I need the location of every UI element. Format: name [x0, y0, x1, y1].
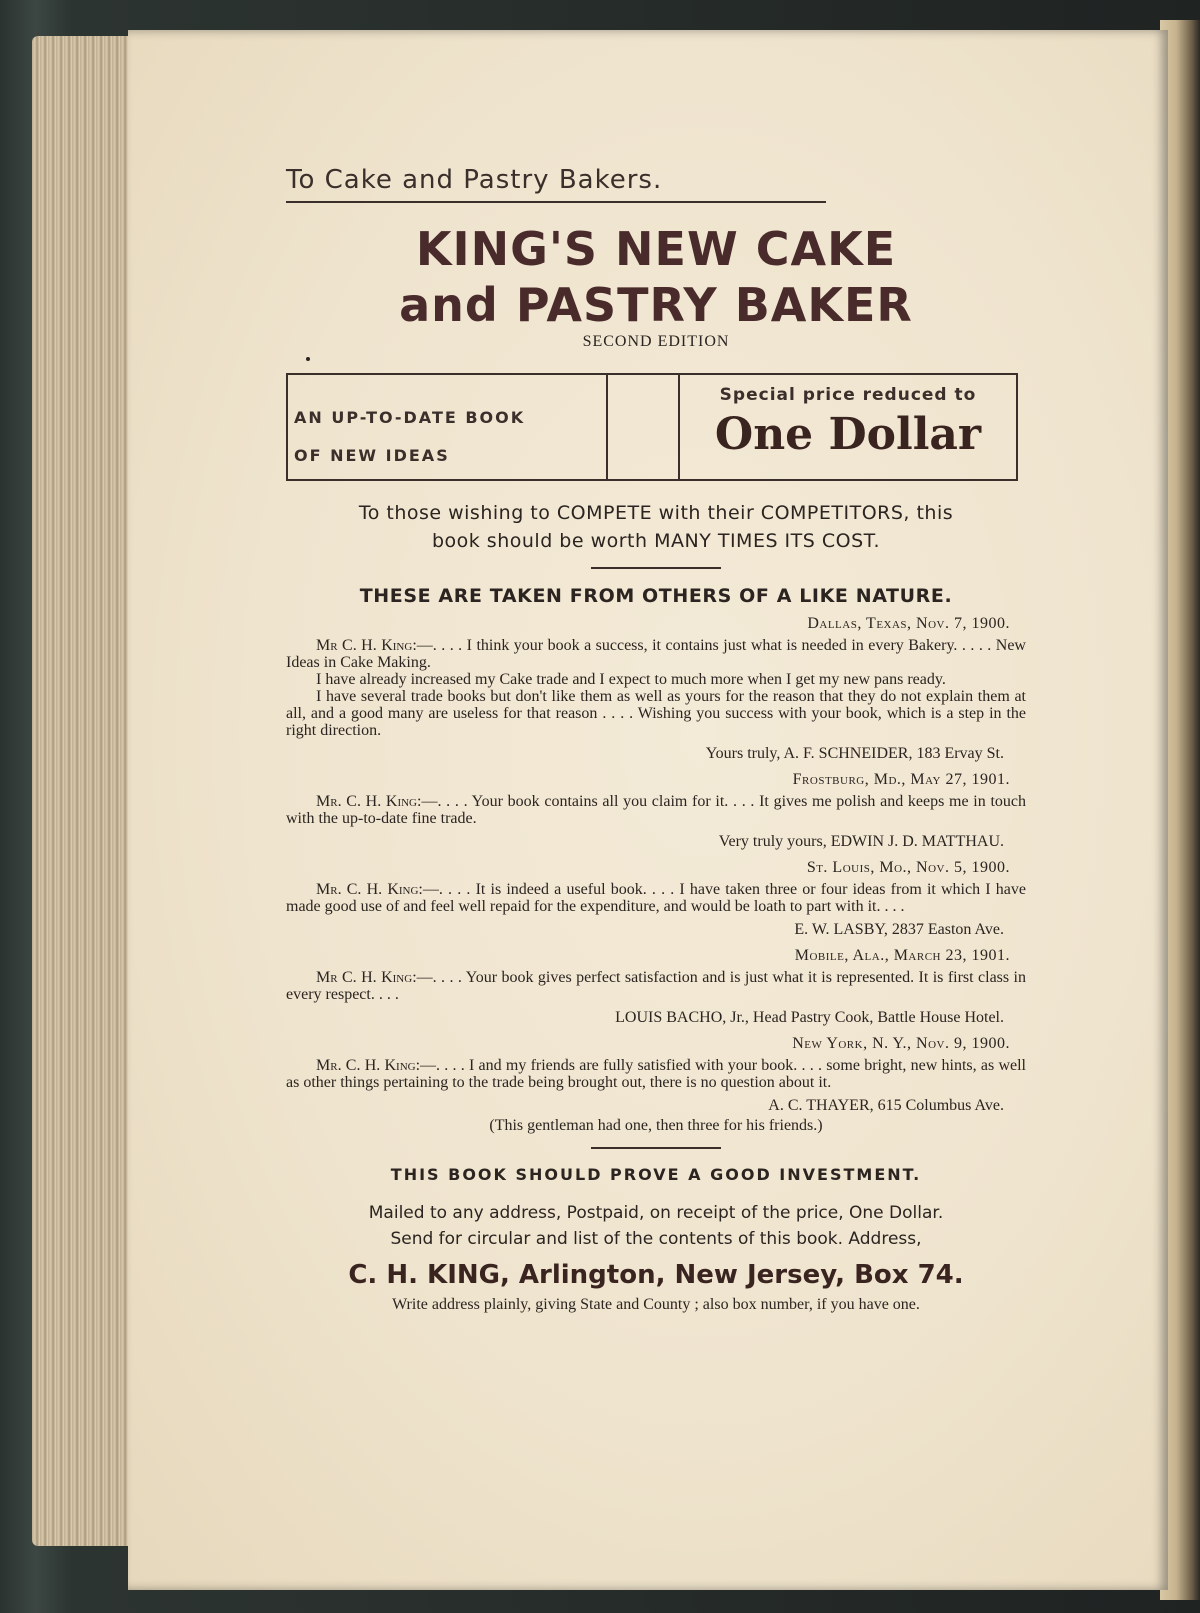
testimonial: [286, 1035, 1026, 1135]
salutation: Mr C. H. King: [316, 969, 413, 986]
testimonial-body: [286, 793, 1026, 827]
book-tagline: [288, 375, 608, 479]
testimonial-signature: LOUIS BACHO, Jr., Head Pastry Cook, Battle House Hotel.: [615, 1009, 1004, 1026]
salutation: Mr C. H. King: [316, 637, 413, 654]
title-line-1: KING'S NEW CAKE: [415, 222, 897, 276]
ordering-info: [286, 1200, 1026, 1252]
book-title: [286, 221, 1026, 333]
compete-statement: [286, 499, 1026, 555]
testimonial-signature: Very truly yours, EDWIN J. D. MATTHAU.: [718, 833, 1004, 850]
tagline-line-1: AN UP-TO-DATE BOOK: [294, 408, 526, 427]
testimonial-text: :—. . . . It is indeed a useful book. . . . I have taken three or four ideas from it which I have made good use of and feel well repaid for the expenditure, and would be loath to part with it. . . .: [286, 881, 1026, 915]
salutation: Mr. C. H. King: [316, 881, 419, 898]
title-line-2: and PASTRY BAKER: [399, 278, 913, 332]
testimonial: [286, 615, 1026, 763]
testimonial-text: :—. . . . I think your book a success, it contains just what is needed in every Bakery. . . . . New Ideas in Cake Making.: [286, 637, 1026, 671]
testimonial-text: I have already increased my Cake trade and I expect to much more when I get my new pans ready.: [316, 671, 946, 688]
testimonial-place-date: Frostburg, Md., May 27, 1901.: [792, 771, 1010, 788]
kicker-heading: To Cake and Pastry Bakers.: [286, 165, 826, 203]
testimonial: [286, 947, 1026, 1027]
testimonial-text: I have several trade books but don't like them as well as yours for the reason that they do not explain them at all, and a good many are useless for that reason . . . . Wishing you success with your book, which is a step in the right direction.: [286, 688, 1026, 739]
price-value: One Dollar: [714, 409, 982, 460]
testimonial-note: (This gentleman had one, then three for his friends.): [489, 1117, 823, 1134]
tagline-line-2: OF NEW IDEAS: [294, 446, 450, 465]
testimonial-body: [286, 969, 1026, 1003]
testimonial-signature: E. W. LASBY, 2837 Easton Ave.: [794, 921, 1004, 938]
testimonial-body: [286, 1057, 1026, 1091]
price-box: [286, 373, 1018, 481]
price-offer: [680, 375, 1016, 479]
ordering-line-1: Mailed to any address, Postpaid, on receipt of the price, One Dollar.: [368, 1203, 944, 1223]
advertisement: [286, 165, 1026, 1314]
testimonial-body: [286, 881, 1026, 915]
mailing-address: C. H. KING, Arlington, New Jersey, Box 74.: [348, 1260, 964, 1290]
testimonial-place-date: Mobile, Ala., March 23, 1901.: [794, 947, 1010, 964]
testimonial: [286, 771, 1026, 851]
compete-line-1: To those wishing to COMPETE with their COMPETITORS, this: [358, 502, 954, 524]
testimonial-text: :—. . . . Your book gives perfect satisfaction and is just what it is represented. It is first class in every respect. . . .: [286, 969, 1026, 1003]
compete-line-2: book should be worth MANY TIMES ITS COST.: [431, 530, 881, 552]
page-edges-left: [32, 36, 142, 1546]
special-price-label: Special price reduced to: [719, 385, 977, 405]
address-instructions: Write address plainly, giving State and County ; also box number, if you have one.: [392, 1296, 920, 1313]
divider-rule: [591, 1147, 721, 1149]
testimonial-place-date: Dallas, Texas, Nov. 7, 1900.: [807, 615, 1010, 632]
testimonials-heading: THESE ARE TAKEN FROM OTHERS OF A LIKE NATURE.: [359, 585, 953, 607]
testimonial: [286, 859, 1026, 939]
testimonial-text: :—. . . . I and my friends are fully satisfied with your book. . . . some bright, new hints, as well as other things pertaining to the trade being brought out, there is no question about it.: [286, 1057, 1026, 1091]
testimonial-text: :—. . . . Your book contains all you claim for it. . . . It gives me polish and keeps me in touch with the up-to-date fine trade.: [286, 793, 1026, 827]
testimonial-place-date: New York, N. Y., Nov. 9, 1900.: [792, 1035, 1010, 1052]
testimonial-body: [286, 637, 1026, 739]
testimonial-signature: A. C. THAYER, 615 Columbus Ave.: [768, 1097, 1004, 1114]
ordering-line-2: Send for circular and list of the contents of this book. Address,: [390, 1229, 922, 1249]
divider-rule: [591, 567, 721, 569]
testimonial-place-date: St. Louis, Mo., Nov. 5, 1900.: [806, 859, 1010, 876]
edition-label: SECOND EDITION: [582, 333, 730, 350]
salutation: Mr. C. H. King: [316, 1057, 416, 1074]
box-divider: [608, 375, 680, 479]
investment-heading: THIS BOOK SHOULD PROVE A GOOD INVESTMENT.: [390, 1165, 922, 1184]
salutation: Mr. C. H. King: [316, 793, 418, 810]
testimonial-signature: Yours truly, A. F. SCHNEIDER, 183 Ervay St.: [705, 745, 1004, 762]
